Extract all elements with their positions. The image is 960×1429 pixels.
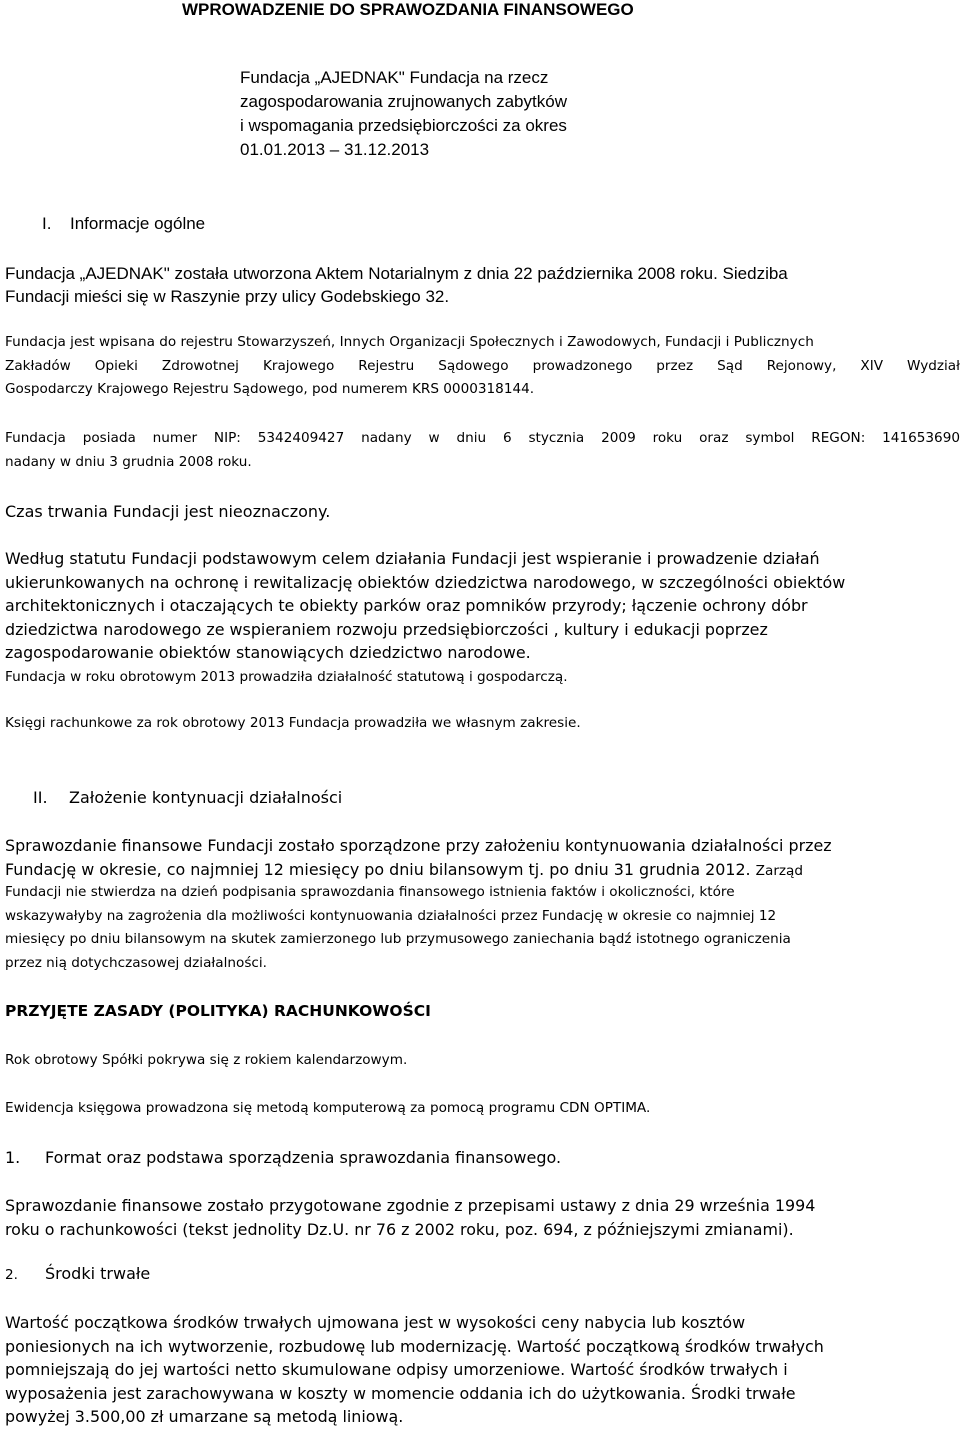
paragraph-activity: Fundacja w roku obrotowym 2013 prowadziła działalność statutową i gospodarczą. — [5, 669, 568, 685]
paragraph-founding — [5, 262, 960, 308]
paragraph-fixed-assets — [5, 1311, 960, 1429]
text-line: Fundacji nie stwierdza na dzień podpisania sprawozdania finansowego istnienia faktów i okoliczności, które — [5, 884, 735, 900]
text-line: wskazywałyby na zagrożenia dla możliwości kontynuowania działalności przez Fundację w okresie co najmniej 12 — [5, 907, 777, 924]
paragraph-going-concern-cont — [5, 881, 960, 975]
text-line: Sprawozdanie finansowe Fundacji zostało sporządzone przy założeniu kontynuowania działalności przez — [5, 836, 832, 855]
section-2-heading — [33, 788, 342, 807]
item-title: Środki trwałe — [45, 1264, 151, 1283]
item-1-heading — [5, 1148, 561, 1167]
text-line: Fundacja jest wpisana do rejestru Stowarzyszeń, Innych Organizacji Społecznych i Zawodowych, Fundacji i Publicznych — [5, 334, 814, 350]
text-line: Według statutu Fundacji podstawowym celem działania Fundacji jest wspieranie i prowadzenie działań — [5, 549, 820, 568]
paragraph-registry — [5, 331, 960, 402]
text-line: przez nią dotychczasowej działalności. — [5, 954, 267, 971]
item-number: 1. — [5, 1148, 21, 1167]
section-title: Informacje ogólne — [70, 214, 206, 233]
paragraph-books: Księgi rachunkowe za rok obrotowy 2013 Fundacja prowadziła we własnym zakresie. — [5, 715, 581, 731]
text-line: ukierunkowanych na ochronę i rewitalizację obiektów dziedzictwa narodowego, w szczególności obiektów — [5, 572, 846, 592]
header-line: 01.01.2013 – 31.12.2013 — [240, 140, 430, 159]
text-line: dziedzictwa narodowego ze wspieraniem rozwoju przedsiębiorczości , kultury i edukacji poprzez — [5, 619, 768, 639]
text-line: Fundacja posiada numer NIP: 5342409427 nadany w dniu 6 stycznia 2009 roku oraz symbol REGON: 141653690 — [5, 430, 960, 446]
paragraph-nip-regon — [5, 427, 960, 474]
section-number: I. — [42, 214, 52, 233]
text-line: Gospodarczy Krajowego Rejestru Sądowego, pod numerem KRS 0000318144. — [5, 381, 535, 397]
text-segment: Fundację w okresie, co najmniej 12 miesięcy po dniu bilansowym tj. po dniu 31 grudnia 2012. — [5, 859, 751, 879]
paragraph-going-concern — [5, 834, 960, 883]
paragraph-accounting-system: Ewidencja księgowa prowadzona się metodą komputerową za pomocą programu CDN OPTIMA. — [5, 1100, 651, 1116]
text-line: poniesionych na ich wytworzenie, rozbudowę lub modernizację. Wartość początkową środków trwałych — [5, 1336, 824, 1356]
text-line: pomniejszają do jej wartości netto skumulowane odpisy umorzeniowe. Wartość środków trwałych i — [5, 1360, 788, 1379]
header-line: Fundacja „AJEDNAK" Fundacja na rzecz — [240, 68, 549, 87]
text-line: Wartość początkowa środków trwałych ujmowana jest w wysokości ceny nabycia lub kosztów — [5, 1313, 746, 1332]
item-title: Format oraz podstawa sporządzenia sprawozdania finansowego. — [45, 1148, 562, 1167]
text-line: wyposażenia jest zarachowywana w koszty w momencie oddania ich do użytkowania. Środki trwałe — [5, 1383, 796, 1403]
text-line: architektonicznych i otaczających te obiekty parków oraz pomników przyrody; łączenie ochrony dóbr — [5, 596, 808, 615]
text-line: Sprawozdanie finansowe zostało przygotowane zgodnie z przepisami ustawy z dnia 29 września 1994 — [5, 1196, 816, 1215]
text-line: nadany w dniu 3 grudnia 2008 roku. — [5, 453, 252, 470]
text-line: zagospodarowanie obiektów stanowiących dziedzictwo narodowe. — [5, 643, 531, 662]
section-1-heading — [42, 214, 205, 234]
text-line — [5, 858, 960, 884]
text-line: miesięcy po dniu bilansowym na skutek zamierzonego lub przymusowego zaniechania bądź istotnego ograniczenia — [5, 931, 791, 947]
section-number: II. — [33, 788, 48, 807]
item-number: 2. — [5, 1267, 18, 1283]
header-line: i wspomagania przedsiębiorczości za okres — [240, 116, 567, 135]
text-segment: Zarząd — [755, 862, 803, 879]
text-line: Fundacji mieści się w Raszynie przy ulicy Godebskiego 32. — [5, 287, 450, 306]
paragraph-purpose — [5, 547, 960, 665]
text-line: Zakładów Opieki Zdrowotnej Krajowego Rejestru Sądowego prowadzonego przez Sąd Rejonowy, XIV Wydział — [5, 357, 960, 374]
text-line: powyżej 3.500,00 zł umarzane są metodą liniową. — [5, 1407, 404, 1426]
text-line: roku o rachunkowości (tekst jednolity Dz.U. nr 76 z 2002 roku, poz. 694, z późniejszymi zmianami). — [5, 1219, 794, 1239]
header-block — [240, 66, 620, 162]
document-title: WPROWADZENIE DO SPRAWOZDANIA FINANSOWEGO — [182, 0, 634, 19]
item-2-heading — [5, 1264, 150, 1283]
policy-heading: PRZYJĘTE ZASADY (POLITYKA) RACHUNKOWOŚCI — [5, 1002, 431, 1020]
paragraph-duration: Czas trwania Fundacji jest nieoznaczony. — [5, 502, 331, 521]
paragraph-format — [5, 1194, 960, 1241]
text-line: Fundacja „AJEDNAK" została utworzona Aktem Notarialnym z dnia 22 października 2008 roku. Siedziba — [5, 264, 788, 283]
section-title: Założenie kontynuacji działalności — [69, 788, 343, 807]
header-line: zagospodarowania zrujnowanych zabytków — [240, 92, 567, 111]
paragraph-fiscal-year: Rok obrotowy Spółki pokrywa się z rokiem kalendarzowym. — [5, 1052, 408, 1068]
